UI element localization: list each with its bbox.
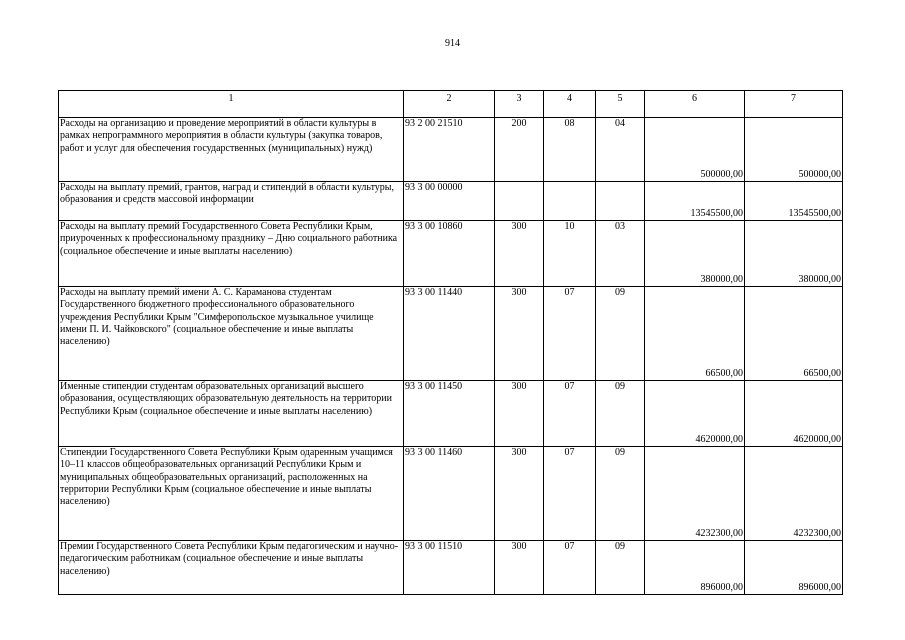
amount-col-7: 4620000,00: [745, 381, 843, 447]
expense-description: Стипендии Государственного Совета Республики Крым одаренным учащимся 10–11 классов общеобразовательных организаций Республики Крым и муниципальных общеобразовательных организаций, расположенных на территории Республики Крым (социальное обеспечение и иные выплаты населению): [59, 447, 404, 541]
subsection-code: 09: [596, 381, 645, 447]
amount-col-7: 380000,00: [745, 221, 843, 287]
section-code: 07: [544, 381, 596, 447]
table-row: [59, 447, 843, 541]
budget-code: 93 3 00 00000: [404, 182, 495, 221]
subsection-code: 09: [596, 447, 645, 541]
section-code: 07: [544, 447, 596, 541]
expense-description: Расходы на выплату премий, грантов, наград и стипендий в области культуры, образования и средств массовой информации: [59, 182, 404, 221]
expense-type-code: 300: [495, 221, 544, 287]
expense-description: Расходы на выплату премий имени А. С. Караманова студентам Государственного бюджетного профессионального образовательного учреждения Республики Крым "Симферопольское музыкальное училище имени П. И. Чайковского" (социальное обеспечение и иные выплаты населению): [59, 287, 404, 381]
budget-code: 93 2 00 21510: [404, 118, 495, 182]
header-cell: 1: [59, 91, 404, 118]
budget-table: [58, 90, 843, 595]
expense-type-code: 300: [495, 287, 544, 381]
budget-code: 93 3 00 11460: [404, 447, 495, 541]
amount-col-7: 13545500,00: [745, 182, 843, 221]
expense-type-code: 300: [495, 381, 544, 447]
amount-col-6: 13545500,00: [645, 182, 745, 221]
expense-description: Именные стипендии студентам образовательных организаций высшего образования, осуществляющих образовательную деятельность на территории Республики Крым (социальное обеспечение и иные выплаты населению): [59, 381, 404, 447]
section-code: [544, 182, 596, 221]
amount-col-7: 896000,00: [745, 541, 843, 595]
header-cell: 7: [745, 91, 843, 118]
expense-type-code: [495, 182, 544, 221]
amount-col-6: 4232300,00: [645, 447, 745, 541]
subsection-code: 09: [596, 541, 645, 595]
table-row: [59, 381, 843, 447]
amount-col-6: 500000,00: [645, 118, 745, 182]
section-code: 08: [544, 118, 596, 182]
amount-col-6: 896000,00: [645, 541, 745, 595]
expense-description: Премии Государственного Совета Республики Крым педагогическим и научно-педагогическим работникам (социальное обеспечение и иные выплаты населению): [59, 541, 404, 595]
budget-code: 93 3 00 11450: [404, 381, 495, 447]
header-cell: 2: [404, 91, 495, 118]
expense-description: Расходы на организацию и проведение мероприятий в области культуры в рамках непрограммного мероприятия в области культуры (закупка товаров, работ и услуг для обеспечения государственных (муниципальных) нужд): [59, 118, 404, 182]
section-code: 07: [544, 287, 596, 381]
amount-col-6: 380000,00: [645, 221, 745, 287]
section-code: 10: [544, 221, 596, 287]
subsection-code: 04: [596, 118, 645, 182]
header-cell: 3: [495, 91, 544, 118]
table-header-row: [59, 91, 843, 118]
header-cell: 6: [645, 91, 745, 118]
amount-col-7: 500000,00: [745, 118, 843, 182]
header-cell: 5: [596, 91, 645, 118]
table-row: [59, 541, 843, 595]
budget-code: 93 3 00 10860: [404, 221, 495, 287]
section-code: 07: [544, 541, 596, 595]
amount-col-7: 4232300,00: [745, 447, 843, 541]
budget-code: 93 3 00 11440: [404, 287, 495, 381]
table-row: [59, 118, 843, 182]
amount-col-7: 66500,00: [745, 287, 843, 381]
table-row: [59, 221, 843, 287]
expense-description: Расходы на выплату премий Государственного Совета Республики Крым, приуроченных к профессиональному празднику – Дню социального работника (социальное обеспечение и иные выплаты населению): [59, 221, 404, 287]
amount-col-6: 4620000,00: [645, 381, 745, 447]
subsection-code: 03: [596, 221, 645, 287]
subsection-code: [596, 182, 645, 221]
table-row: [59, 287, 843, 381]
page-number: 914: [445, 38, 460, 49]
expense-type-code: 300: [495, 447, 544, 541]
expense-type-code: 200: [495, 118, 544, 182]
budget-code: 93 3 00 11510: [404, 541, 495, 595]
subsection-code: 09: [596, 287, 645, 381]
header-cell: 4: [544, 91, 596, 118]
expense-type-code: 300: [495, 541, 544, 595]
table-row: [59, 182, 843, 221]
amount-col-6: 66500,00: [645, 287, 745, 381]
